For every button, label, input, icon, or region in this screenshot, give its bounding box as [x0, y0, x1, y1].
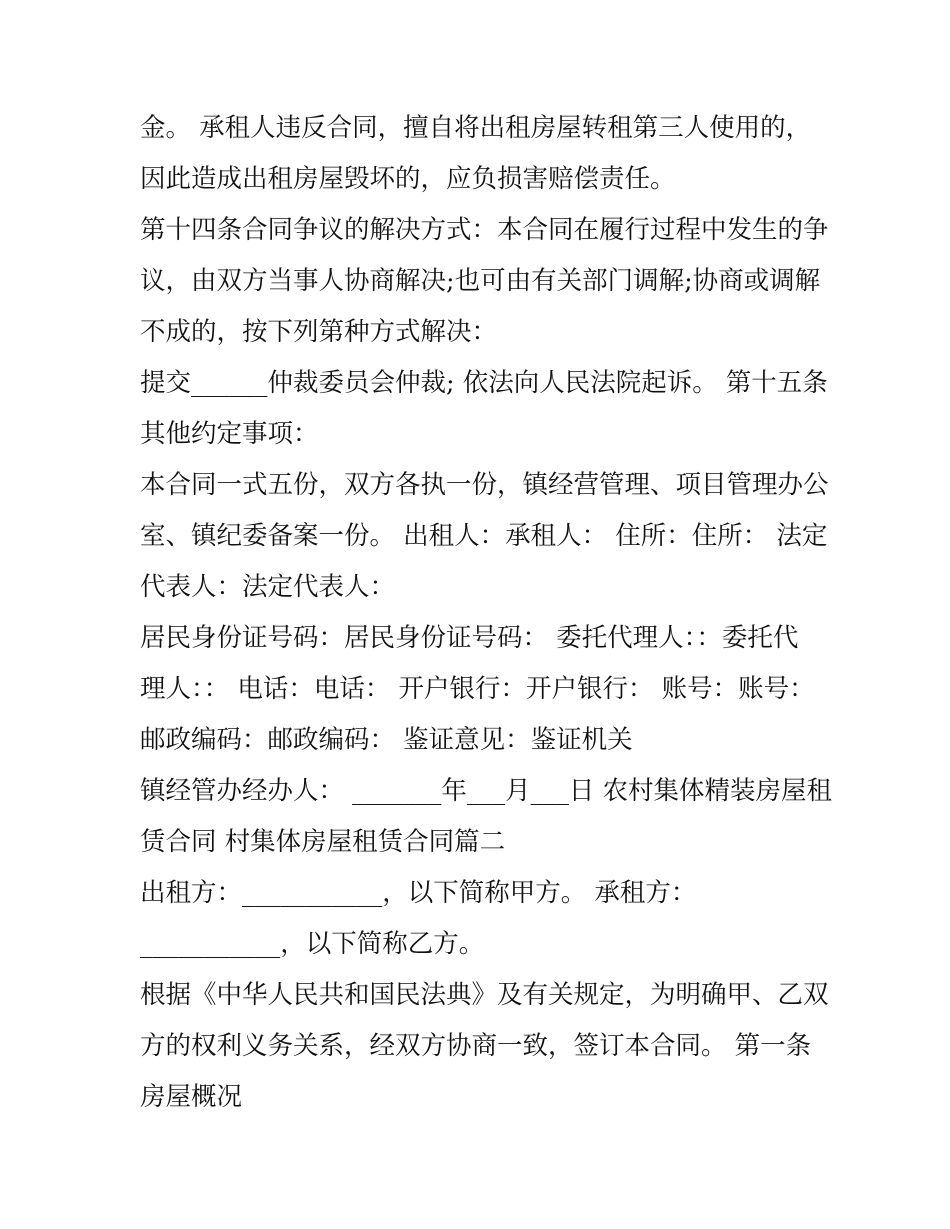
- text-line: 不成的，按下列第种方式解决：: [140, 317, 498, 347]
- text-line: 根据《中华人民共和国民法典》及有关规定，为明确甲、乙双: [140, 980, 829, 1010]
- text-line: 镇经管办经办人： _______年___月___日 农村集体精装房屋租: [140, 776, 832, 806]
- text-line: 方的权利义务关系，经双方协商一致，签订本合同。 第一条: [140, 1031, 812, 1061]
- text-line: 第十四条合同争议的解决方式：本合同在履行过程中发生的争: [140, 215, 829, 245]
- text-line: 出租方：___________，以下简称甲方。 承租方：: [140, 878, 697, 908]
- text-line: 室、镇纪委备案一份。 出租人：承租人： 住所：住所： 法定: [140, 521, 828, 551]
- text-line: 代表人：法定代表人：: [140, 572, 396, 602]
- text-line: 赁合同 村集体房屋租赁合同篇二: [140, 827, 506, 857]
- text-line: 邮政编码：邮政编码： 鉴证意见：鉴证机关: [140, 725, 633, 755]
- text-line: 金。 承租人违反合同，擅自将出租房屋转租第三人使用的，: [140, 113, 812, 143]
- text-line: ___________，以下简称乙方。: [140, 929, 485, 959]
- text-line: 房屋概况: [140, 1082, 243, 1112]
- text-line: 居民身份证号码：居民身份证号码： 委托代理人：：委托代: [140, 623, 799, 653]
- text-line: 提交______仲裁委员会仲裁; 依法向人民法院起诉。 第十五条: [140, 368, 828, 398]
- text-line: 理人：： 电话：电话： 开户银行：开户银行： 账号：账号：: [140, 674, 815, 704]
- text-line: 本合同一式五份，双方各执一份，镇经营管理、项目管理办公: [140, 470, 829, 500]
- text-line: 其他约定事项：: [140, 419, 319, 449]
- document-body: [140, 103, 830, 1123]
- text-line: 因此造成出租房屋毁坏的，应负损害赔偿责任。: [140, 164, 676, 194]
- text-line: 议，由双方当事人协商解决;也可由有关部门调解;协商或调解: [140, 266, 821, 296]
